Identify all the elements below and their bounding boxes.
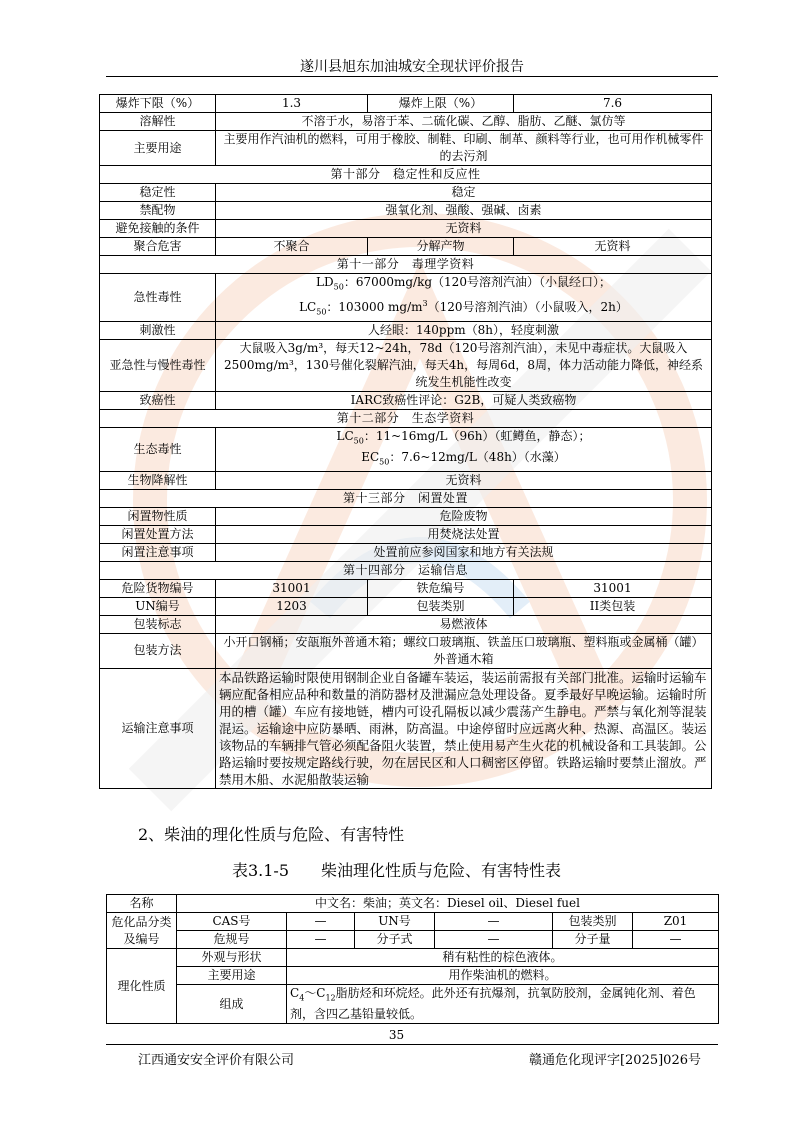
- cas-label: CAS号: [177, 913, 287, 931]
- avoid-label: 避免接触的条件: [100, 220, 216, 238]
- stability-label: 稳定性: [100, 184, 216, 202]
- explosion-lower-label: 爆炸下限（%）: [100, 95, 216, 113]
- acute-lc-prefix: LC: [299, 300, 317, 315]
- dg-no-value: 31001: [216, 579, 368, 597]
- table-row: [100, 561, 712, 579]
- section-2-heading: 2、柴油的理化性质与危险、有害特性: [138, 825, 405, 844]
- table-row: [100, 525, 712, 543]
- table-row: [100, 597, 712, 615]
- stability-value: 稳定: [216, 184, 712, 202]
- table-caption: 表3.1-5 柴油理化性质与危险、有害特性表: [231, 861, 562, 880]
- table-row: [100, 95, 712, 113]
- eco-label: 生态毒性: [100, 427, 216, 471]
- use-value-2: 用作柴油机的燃料。: [287, 967, 719, 985]
- table-row: [100, 409, 712, 427]
- table-row: [100, 131, 712, 166]
- eco-lc-text: ：11~16mg/L（96h）（虹鳟鱼，静态）；: [363, 428, 591, 443]
- table-row: [100, 166, 712, 184]
- section-14-heading: 第十四部分 运输信息: [100, 561, 712, 579]
- decomp-value: 无资料: [514, 238, 712, 256]
- polymer-value: 不聚合: [216, 238, 368, 256]
- solubility-value: 不溶于水，易溶于苯、二硫化碳、乙醇、脂肪、乙醚、氯仿等: [216, 113, 712, 131]
- use-label-2: 主要用途: [177, 967, 287, 985]
- eco-lc-prefix: LC: [336, 428, 354, 443]
- name-label: 名称: [107, 895, 177, 913]
- acute-ld-text: ：67000mg/kg（120号溶剂汽油）（小鼠经口）；: [343, 275, 611, 289]
- transport-label: 运输注意事项: [100, 668, 216, 788]
- page-header-title: 遂川县旭东加油城安全现状评价报告: [300, 59, 524, 75]
- explosion-upper-label: 爆炸上限（%）: [368, 95, 514, 113]
- waste-method-value: 用焚烧法处置: [216, 525, 712, 543]
- incompat-label: 禁配物: [100, 202, 216, 220]
- irritation-label: 刺激性: [100, 321, 216, 339]
- table-row: [100, 220, 712, 238]
- eco-value: [216, 427, 712, 471]
- comp-sub1: 4: [299, 993, 305, 1003]
- table-row: [100, 427, 712, 471]
- comp-prefix: C: [290, 986, 300, 1000]
- table-row: [100, 339, 712, 391]
- footer-report-no: 赣通危化现评字[2025]026号: [528, 1053, 701, 1068]
- acute-ld-prefix: LD: [316, 275, 334, 289]
- eco-ec-text: ：7.6~12mg/L（48h）（水藻）: [389, 450, 566, 465]
- pack-mark-label: 包装标志: [100, 615, 216, 633]
- table-row: [100, 615, 712, 633]
- carcino-label: 致癌性: [100, 391, 216, 409]
- table-row: [100, 202, 712, 220]
- page-number: 35: [388, 1028, 405, 1042]
- header-rule: [106, 76, 718, 77]
- comp-text: 脂肪烃和环烷烃。此外还有抗爆剂，抗氧防胶剂，金属钝化剂、着色剂，含四乙基铅量较低。: [290, 986, 696, 1022]
- waste-note-label: 闲置注意事项: [100, 543, 216, 561]
- comp-label: 组成: [177, 985, 287, 1024]
- table-row: [100, 238, 712, 256]
- appearance-value: 稍有粘性的棕色液体。: [287, 949, 719, 967]
- table-row: [100, 256, 712, 274]
- explosion-lower-value: 1.3: [216, 95, 368, 113]
- acute-lc-sup: 3: [422, 299, 428, 309]
- class-label: 危化品分类及编号: [107, 913, 177, 949]
- table-row: [100, 668, 712, 788]
- waste-note-value: 处置前应参阅国家和地方有关法规: [216, 543, 712, 561]
- transport-value: 本品铁路运输时限使用钢制企业自备罐车装运，装运前需报有关部门批准。运输时运输车辆应配备相应品种和数量的消防器材及泄漏应急处理设备。夏季最好早晚运输。运输时所用的槽（罐）车应有接地链，槽内可设孔隔板以减少震荡产生静电。严禁与氧化剂等混装混运。运输途中应防暴晒、雨淋，防高温。中途停留时应远离火种、热源、高温区。装运该物品的车辆排气管必须配备阻火装置，禁止使用易产生火花的机械设备和工具装卸。公路运输时要按规定路线行驶，勿在居民区和人口稠密区停留。铁路运输时要禁止溜放。严禁用木船、水泥船散装运输: [216, 668, 712, 788]
- acute-lc-sub: 50: [316, 307, 327, 317]
- table-row: [100, 579, 712, 597]
- section-11-heading: 第十一部分 毒理学资料: [100, 256, 712, 274]
- table-row: [100, 184, 712, 202]
- comp-mid: ～C: [304, 986, 326, 1000]
- table-row: [107, 895, 719, 913]
- pack-value: Z01: [633, 913, 719, 931]
- comp-value: [287, 985, 719, 1024]
- rail-no-value: 31001: [514, 579, 712, 597]
- section-12-heading: 第十二部分 生态学资料: [100, 409, 712, 427]
- un-label: UN编号: [100, 597, 216, 615]
- eco-ec-prefix: EC: [361, 450, 380, 465]
- mw-value: —: [633, 931, 719, 949]
- irritation-value: 人经眼：140ppm（8h），轻度刺激: [216, 321, 712, 339]
- mw-label: 分子量: [553, 931, 633, 949]
- table-row: [100, 321, 712, 339]
- section-10-heading: 第十部分 稳定性和反应性: [100, 166, 712, 184]
- chronic-value: 大鼠吸入3g/m³，每天12~24h，78d（120号溶剂汽油），未见中毒症状。大鼠吸入2500mg/m³，130号催化裂解汽油，每天4h，每周6d，8周，体力活动能力降低，神经系统发生机能性改变: [216, 339, 712, 391]
- name-value: 中文名：柴油；英文名：Diesel oil、Diesel fuel: [177, 895, 719, 913]
- pack-cat-value: II类包装: [514, 597, 712, 615]
- eco-ec-sub: 50: [379, 457, 390, 467]
- formula-label: 分子式: [355, 931, 435, 949]
- footer-rule: [106, 1044, 718, 1045]
- table-row: [107, 931, 719, 949]
- un-label-2: UN号: [355, 913, 435, 931]
- appearance-label: 外观与形状: [177, 949, 287, 967]
- hazard-label: 危规号: [177, 931, 287, 949]
- un-value-2: —: [435, 913, 553, 931]
- waste-nature-label: 闲置物性质: [100, 507, 216, 525]
- waste-method-label: 闲置处置方法: [100, 525, 216, 543]
- eco-lc-sub: 50: [353, 436, 364, 446]
- pack-mark-value: 易燃液体: [216, 615, 712, 633]
- cas-value: —: [287, 913, 355, 931]
- table-row: [107, 967, 719, 985]
- hazard-value: —: [287, 931, 355, 949]
- footer-company: 江西通安安全评价有限公司: [138, 1053, 295, 1068]
- table-row: [100, 489, 712, 507]
- chronic-label: 亚急性与慢性毒性: [100, 339, 216, 391]
- table-row: [100, 633, 712, 668]
- comp-sub2: 12: [325, 993, 336, 1003]
- diesel-properties-table: [106, 894, 719, 1024]
- acute-lc-text1: ：103000 mg/m: [326, 300, 423, 315]
- section-13-heading: 第十三部分 闲置处置: [100, 489, 712, 507]
- carcino-value: IARC致癌性评论：G2B，可疑人类致癌物: [216, 391, 712, 409]
- use-value: 主要用作汽油机的燃料，可用于橡胶、制鞋、印刷、制革、颜料等行业，也可用作机械零件的去污剂: [216, 131, 712, 166]
- pack-method-label: 包装方法: [100, 633, 216, 668]
- table-row: [100, 113, 712, 131]
- pack-method-value: 小开口钢桶；安瓿瓶外普通木箱；螺纹口玻璃瓶、铁盖压口玻璃瓶、塑料瓶或金属桶（罐）外普通木箱: [216, 633, 712, 668]
- gasoline-properties-table: [99, 94, 712, 789]
- pack-label: 包装类别: [553, 913, 633, 931]
- biodeg-label: 生物降解性: [100, 471, 216, 489]
- pack-cat-label: 包装类别: [368, 597, 514, 615]
- polymer-label: 聚合危害: [100, 238, 216, 256]
- explosion-upper-value: 7.6: [514, 95, 712, 113]
- table-row: [107, 949, 719, 967]
- dg-no-label: 危险货物编号: [100, 579, 216, 597]
- solubility-label: 溶解性: [100, 113, 216, 131]
- table-row: [100, 507, 712, 525]
- table-row: [107, 985, 719, 1024]
- decomp-label: 分解产物: [368, 238, 514, 256]
- table-row: [100, 274, 712, 322]
- un-value: 1203: [216, 597, 368, 615]
- table-row: [100, 391, 712, 409]
- acute-label: 急性毒性: [100, 274, 216, 322]
- rail-no-label: 铁危编号: [368, 579, 514, 597]
- avoid-value: 无资料: [216, 220, 712, 238]
- table-row: [100, 471, 712, 489]
- table-row: [107, 913, 719, 931]
- acute-value: [216, 274, 712, 322]
- biodeg-value: 无资料: [216, 471, 712, 489]
- formula-value: —: [435, 931, 553, 949]
- phys-label: 理化性质: [107, 949, 177, 1024]
- incompat-value: 强氧化剂、强酸、强碱、卤素: [216, 202, 712, 220]
- acute-lc-text2: （120号溶剂汽油）（小鼠吸入，2h）: [427, 300, 628, 315]
- table-row: [100, 543, 712, 561]
- waste-nature-value: 危险废物: [216, 507, 712, 525]
- use-label: 主要用途: [100, 131, 216, 166]
- acute-ld-sub: 50: [333, 282, 344, 292]
